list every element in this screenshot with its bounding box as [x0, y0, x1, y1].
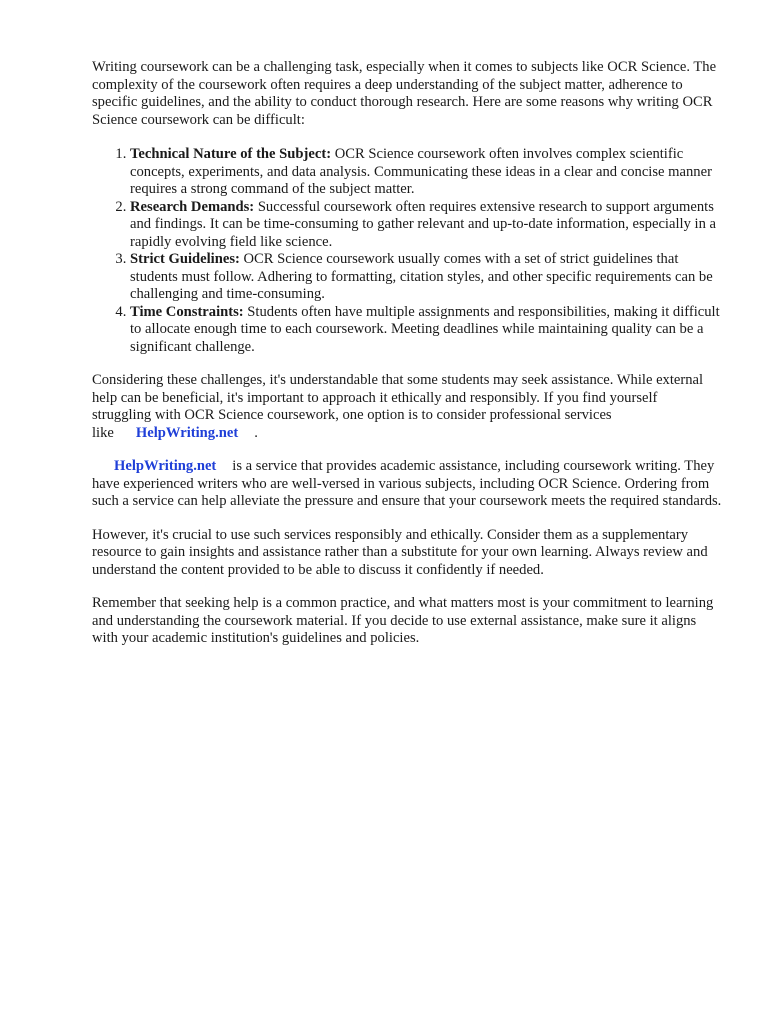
- service-text: is a service that provides academic assistance, including coursework writing. They have experienced writers who are well-versed in various subjects, including OCR Science. Ordering from such a service can help alleviate the pressure and ensure that your coursework meets the required standards.: [92, 458, 722, 509]
- helpwriting-link-lead[interactable]: HelpWriting.net: [114, 458, 217, 474]
- considering-paragraph: [92, 372, 718, 442]
- considering-text: Considering these challenges, it's understandable that some students may seek assistance. While external help can be beneficial, it's important to approach it ethically and responsibly. If you find yourself struggling with OCR Science coursework, one option is to consider professional services like: [92, 372, 704, 441]
- considering-end: .: [254, 424, 258, 441]
- list-item-term: Strict Guidelines:: [130, 251, 240, 267]
- list-item: [130, 199, 728, 252]
- list-item-term: Time Constraints:: [130, 303, 244, 320]
- caution-paragraph: However, it's crucial to use such services responsibly and ethically. Consider them as a supplementary resource to gain insights and assistance rather than a substitute for your own learning. Always review and understand the content provided to be able to discuss it confidently if needed.: [92, 526, 708, 578]
- list-item-term: Technical Nature of the Subject:: [130, 146, 332, 162]
- list-item-text: Students often have multiple assignments and responsibilities, making it difficult to allocate enough time to each coursework. Meeting deadlines while maintaining quality can be a significant challenge.: [130, 303, 720, 355]
- list-item: [130, 146, 728, 199]
- closing-paragraph: Remember that seeking help is a common practice, and what matters most is your commitment to learning and understanding the coursework material. If you decide to use external assistance, make sure it aligns with your academic institution's guidelines and policies.: [92, 595, 714, 646]
- list-item: [130, 304, 728, 357]
- list-item-text: OCR Science coursework often involves complex scientific concepts, experiments, and data analysis. Communicating these ideas in a clear and concise manner requires a strong command of the subject matter.: [130, 146, 712, 197]
- reasons-list: [92, 146, 728, 356]
- list-item: [130, 251, 728, 304]
- intro-paragraph: Writing coursework can be a challenging task, especially when it comes to subjects like OCR Science. The complexity of the coursework often requires a deep understanding of the subject matter, adherence to specific guidelines, and the ability to conduct thorough research. Here are some reasons why writing OCR Science coursework can be difficult:: [92, 59, 717, 128]
- helpwriting-link-inline[interactable]: HelpWriting.net: [135, 424, 239, 441]
- list-item-text: OCR Science coursework usually comes with a set of strict guidelines that students must follow. Adhering to formatting, citation styles, and other specific requirements can be challenging and time-consuming.: [130, 251, 713, 302]
- list-item-term: Research Demands:: [130, 198, 255, 215]
- service-paragraph: [92, 458, 732, 511]
- list-item-text: Successful coursework often requires extensive research to support arguments and findings. It can be time-consuming to gather relevant and up-to-date information, especially in a rapidly evolving field like science.: [130, 198, 716, 250]
